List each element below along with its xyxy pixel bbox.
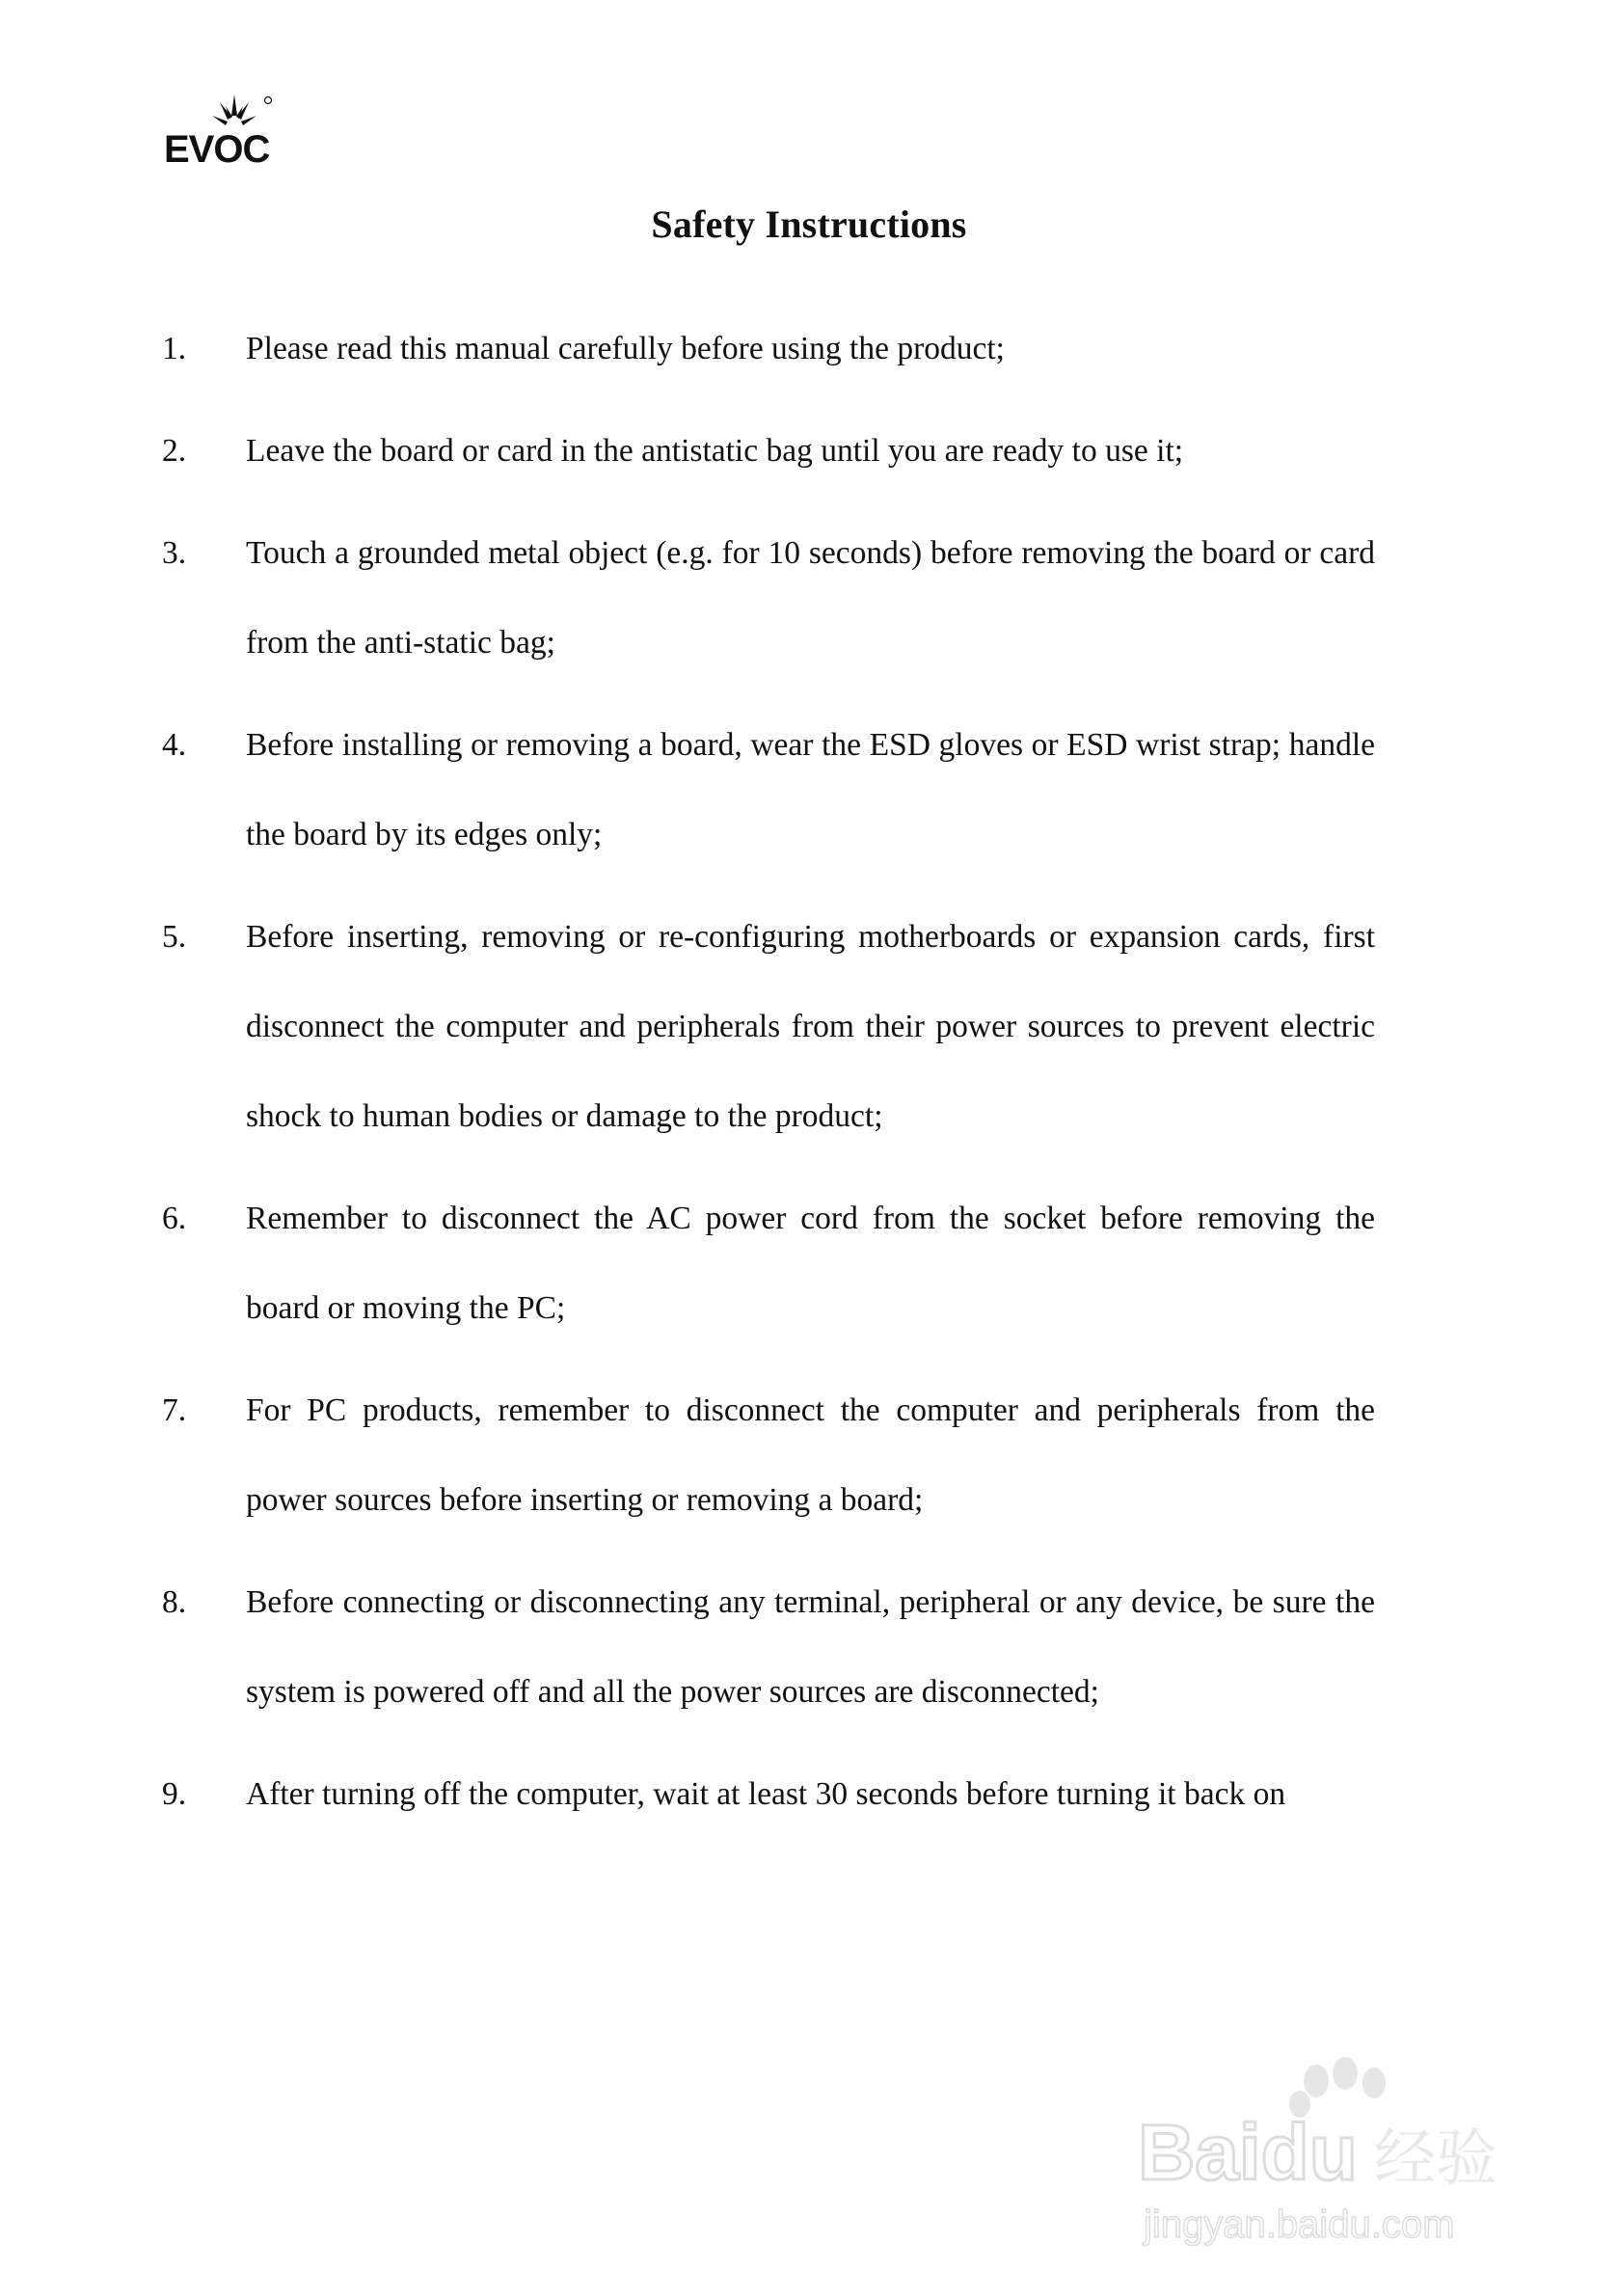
item-number: 7. <box>162 1392 187 1428</box>
item-text: Touch a grounded metal object (e.g. for 10 seconds) before removing the board or card from the anti-static bag; <box>246 535 1375 661</box>
svg-text:EVOC: EVOC <box>164 128 270 169</box>
item-text: Remember to disconnect the AC power cord from the socket before removing the board or moving the PC; <box>246 1201 1375 1326</box>
item-text: Before connecting or disconnecting any terminal, peripheral or any device, be sure the system is powered off and all the power sources are disconnected; <box>246 1584 1375 1710</box>
item-number: 2. <box>162 433 187 469</box>
item-number: 3. <box>162 535 187 571</box>
baidu-watermark <box>1138 2044 1543 2256</box>
list-item <box>162 1557 1375 1737</box>
evoc-logo <box>164 87 284 169</box>
list-item <box>162 892 1375 1161</box>
item-number: 8. <box>162 1584 187 1620</box>
item-text: For PC products, remember to disconnect the computer and peripherals from the power sources before inserting or removing a board; <box>246 1392 1375 1518</box>
item-number: 4. <box>162 727 187 763</box>
safety-instructions-list <box>162 304 1375 1851</box>
list-item <box>162 1749 1375 1839</box>
item-number: 1. <box>162 331 187 366</box>
item-text: Leave the board or card in the antistatic bag until you are ready to use it; <box>246 433 1184 469</box>
page-title: Safety Instructions <box>651 203 967 246</box>
item-text: Before installing or removing a board, wear the ESD gloves or ESD wrist strap; handle the board by its edges only; <box>246 727 1375 852</box>
list-item <box>162 508 1375 688</box>
svg-text:jingyan.baidu.com: jingyan.baidu.com <box>1144 2203 1455 2246</box>
list-item <box>162 700 1375 879</box>
item-number: 6. <box>162 1201 187 1236</box>
svg-text:Baidu: Baidu <box>1138 2109 1358 2197</box>
svg-text:经验: 经验 <box>1374 2123 1497 2195</box>
list-item <box>162 1365 1375 1545</box>
item-number: 9. <box>162 1776 187 1812</box>
starburst-icon <box>212 95 256 125</box>
list-item <box>162 1174 1375 1353</box>
list-item <box>162 304 1375 393</box>
item-text: After turning off the computer, wait at least 30 seconds before turning it back on <box>246 1776 1286 1812</box>
item-number: 5. <box>162 919 187 955</box>
list-item <box>162 406 1375 496</box>
item-text: Please read this manual carefully before using the product; <box>246 331 1005 366</box>
item-text: Before inserting, removing or re-configuring motherboards or expansion cards, first disconnect the computer and peripherals from their power sources to prevent electric shock to human bodies or damage to the product; <box>246 919 1375 1134</box>
